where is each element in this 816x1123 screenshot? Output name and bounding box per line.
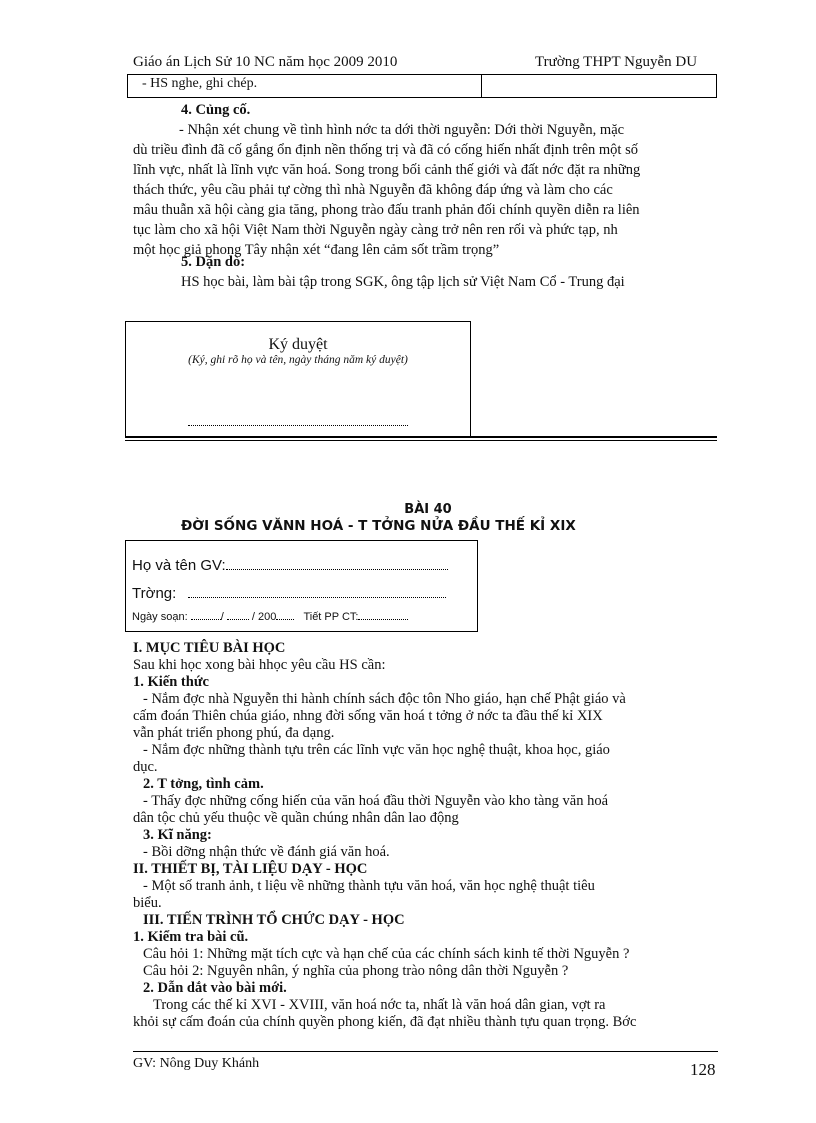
dando-text: HS học bài, làm bài tập trong SGK, ông tập lịch sử Việt Nam Cổ - Trung đại	[181, 274, 625, 290]
cungco-line: một học giả phong Tây nhận xét “đang lên cảm sốt trầm trọng”	[133, 242, 500, 258]
cungco-line: tục làm cho xã hội Việt Nam thời Nguyễn ngày càng trở nên ren rối và phức tạp, nh	[133, 222, 618, 238]
section-rule	[125, 436, 717, 438]
approval-divider	[470, 321, 471, 437]
body-line: - Nắm đợc những thành tựu trên các lĩnh vực văn học nghệ thuật, khoa học, giáo	[143, 742, 610, 758]
section-heading: 3. Kĩ năng:	[143, 827, 212, 843]
body-line: khỏi sự cấm đoán của chính quyền phong kiến, đã đạt nhiều thành tựu quan trọng. Bớc	[133, 1014, 637, 1030]
top-table-divider	[481, 74, 482, 97]
footer-rule	[133, 1051, 718, 1052]
date-year-prefix: / 200	[251, 611, 277, 623]
period-field	[358, 619, 408, 620]
section-rule-thin	[125, 440, 717, 441]
header-left: Giáo án Lịch Sử 10 NC năm học 2009 2010	[133, 54, 398, 70]
approval-title: Ký duyệt	[268, 336, 328, 353]
approval-subtitle: (Ký, ghi rõ họ và tên, ngày tháng năm ký duyệt)	[188, 354, 408, 366]
section-heading: II. THIẾT BỊ, TÀI LIỆU DẠY - HỌC	[133, 861, 368, 877]
cungco-paragraph	[133, 120, 718, 260]
teacher-info-box	[125, 540, 478, 632]
cungco-heading: 4. Củng cố.	[181, 102, 251, 118]
body-line: Sau khi học xong bài hhọc yêu cầu HS cần:	[133, 657, 386, 673]
lesson-title: ĐỜI SỐNG VĂNN HOÁ - T TỞNG NỬA ĐẦU THẾ KỈ XIX	[181, 518, 576, 534]
section-heading: 1. Kiểm tra bài cũ.	[133, 929, 249, 945]
top-table-cell: - HS nghe, ghi chép.	[142, 76, 258, 91]
footer-teacher: GV: Nông Duy Khánh	[133, 1056, 260, 1071]
teacher-row	[132, 557, 448, 575]
body-line: - Nắm đợc nhà Nguyễn thi hành chính sách độc tôn Nho giáo, hạn chế Phật giáo và	[143, 691, 626, 707]
lesson-body	[133, 640, 718, 1031]
cungco-line: thách thức, yêu cầu phải tự cờng thì nhà Nguyễn đã không đáp ứng và làm cho các	[133, 182, 613, 198]
body-line: vẫn phát triển phong phú, đa dạng.	[133, 725, 335, 741]
approval-box	[125, 321, 471, 437]
cungco-line: mâu thuẫn xã hội càng gia tăng, phong trào đấu tranh phản đối chính quyền diễn ra liên	[133, 202, 640, 218]
section-heading: I. MỤC TIÊU BÀI HỌC	[133, 640, 286, 656]
date-year-field	[276, 619, 294, 620]
period-label: Tiết PP CT:	[303, 611, 359, 623]
body-line: dân tộc chủ yếu thuộc về quần chúng nhân dân lao động	[133, 810, 459, 826]
teacher-field	[226, 569, 448, 570]
cungco-line: dù triều đình đã cố gắng ổn định nền thống trị và đã có cống hiến nhất định trên một số	[133, 142, 638, 158]
section-heading: 1. Kiến thức	[133, 674, 209, 690]
date-month-field	[227, 619, 249, 620]
body-line: Câu hỏi 1: Những mặt tích cực và hạn chế của các chính sách kinh tế thời Nguyễn ?	[143, 946, 630, 962]
date-day-field	[191, 619, 221, 620]
body-line: cấm đoán Thiên chúa giáo, nhng đời sống văn hoá t tởng ở nớc ta đầu thế kỉ XIX	[133, 708, 603, 724]
date-row	[132, 611, 408, 623]
dando-heading: 5. Dặn dò:	[181, 254, 246, 270]
date-label: Ngày soạn:	[132, 611, 188, 623]
header-right: Trường THPT Nguyễn DU	[535, 54, 698, 70]
section-heading: III. TIẾN TRÌNH TỔ CHỨC DẠY - HỌC	[143, 912, 405, 928]
school-label: Trờng:	[132, 585, 177, 602]
cungco-line: lĩnh vực, nhất là lĩnh vực văn hoá. Song trong bối cảnh thế giới và đất nớc đặt ra những	[133, 162, 641, 178]
body-line: biểu.	[133, 895, 162, 911]
section-heading: 2. T tởng, tình cảm.	[143, 776, 264, 792]
date-slash: /	[220, 611, 224, 623]
section-heading: 2. Dẫn dắt vào bài mới.	[143, 980, 287, 996]
top-table	[127, 74, 717, 98]
body-line: - Bồi dỡng nhận thức về đánh giá văn hoá.	[143, 844, 390, 860]
body-line: Câu hỏi 2: Nguyên nhân, ý nghĩa của phong trào nông dân thời Nguyễn ?	[143, 963, 569, 979]
body-line: - Thấy đợc những cống hiến của văn hoá đầu thời Nguyễn vào kho tàng văn hoá	[143, 793, 609, 809]
lesson-number: BÀI 40	[404, 502, 452, 517]
teacher-label: Họ và tên GV:	[132, 557, 226, 574]
signature-line	[188, 425, 408, 426]
school-field	[188, 597, 446, 598]
cungco-line: - Nhận xét chung về tình hình nớc ta dới thời nguyễn: Dới thời Nguyễn, mặc	[179, 122, 625, 138]
page-number: 128	[690, 1060, 716, 1079]
body-line: - Một số tranh ảnh, t liệu về những thành tựu văn hoá, văn học nghệ thuật tiêu	[143, 878, 595, 894]
body-line: Trong các thế kỉ XVI - XVIII, văn hoá nớc ta, nhất là văn hoá dân gian, vợt ra	[153, 997, 606, 1013]
school-row	[132, 585, 446, 603]
body-line: dục.	[133, 759, 158, 775]
